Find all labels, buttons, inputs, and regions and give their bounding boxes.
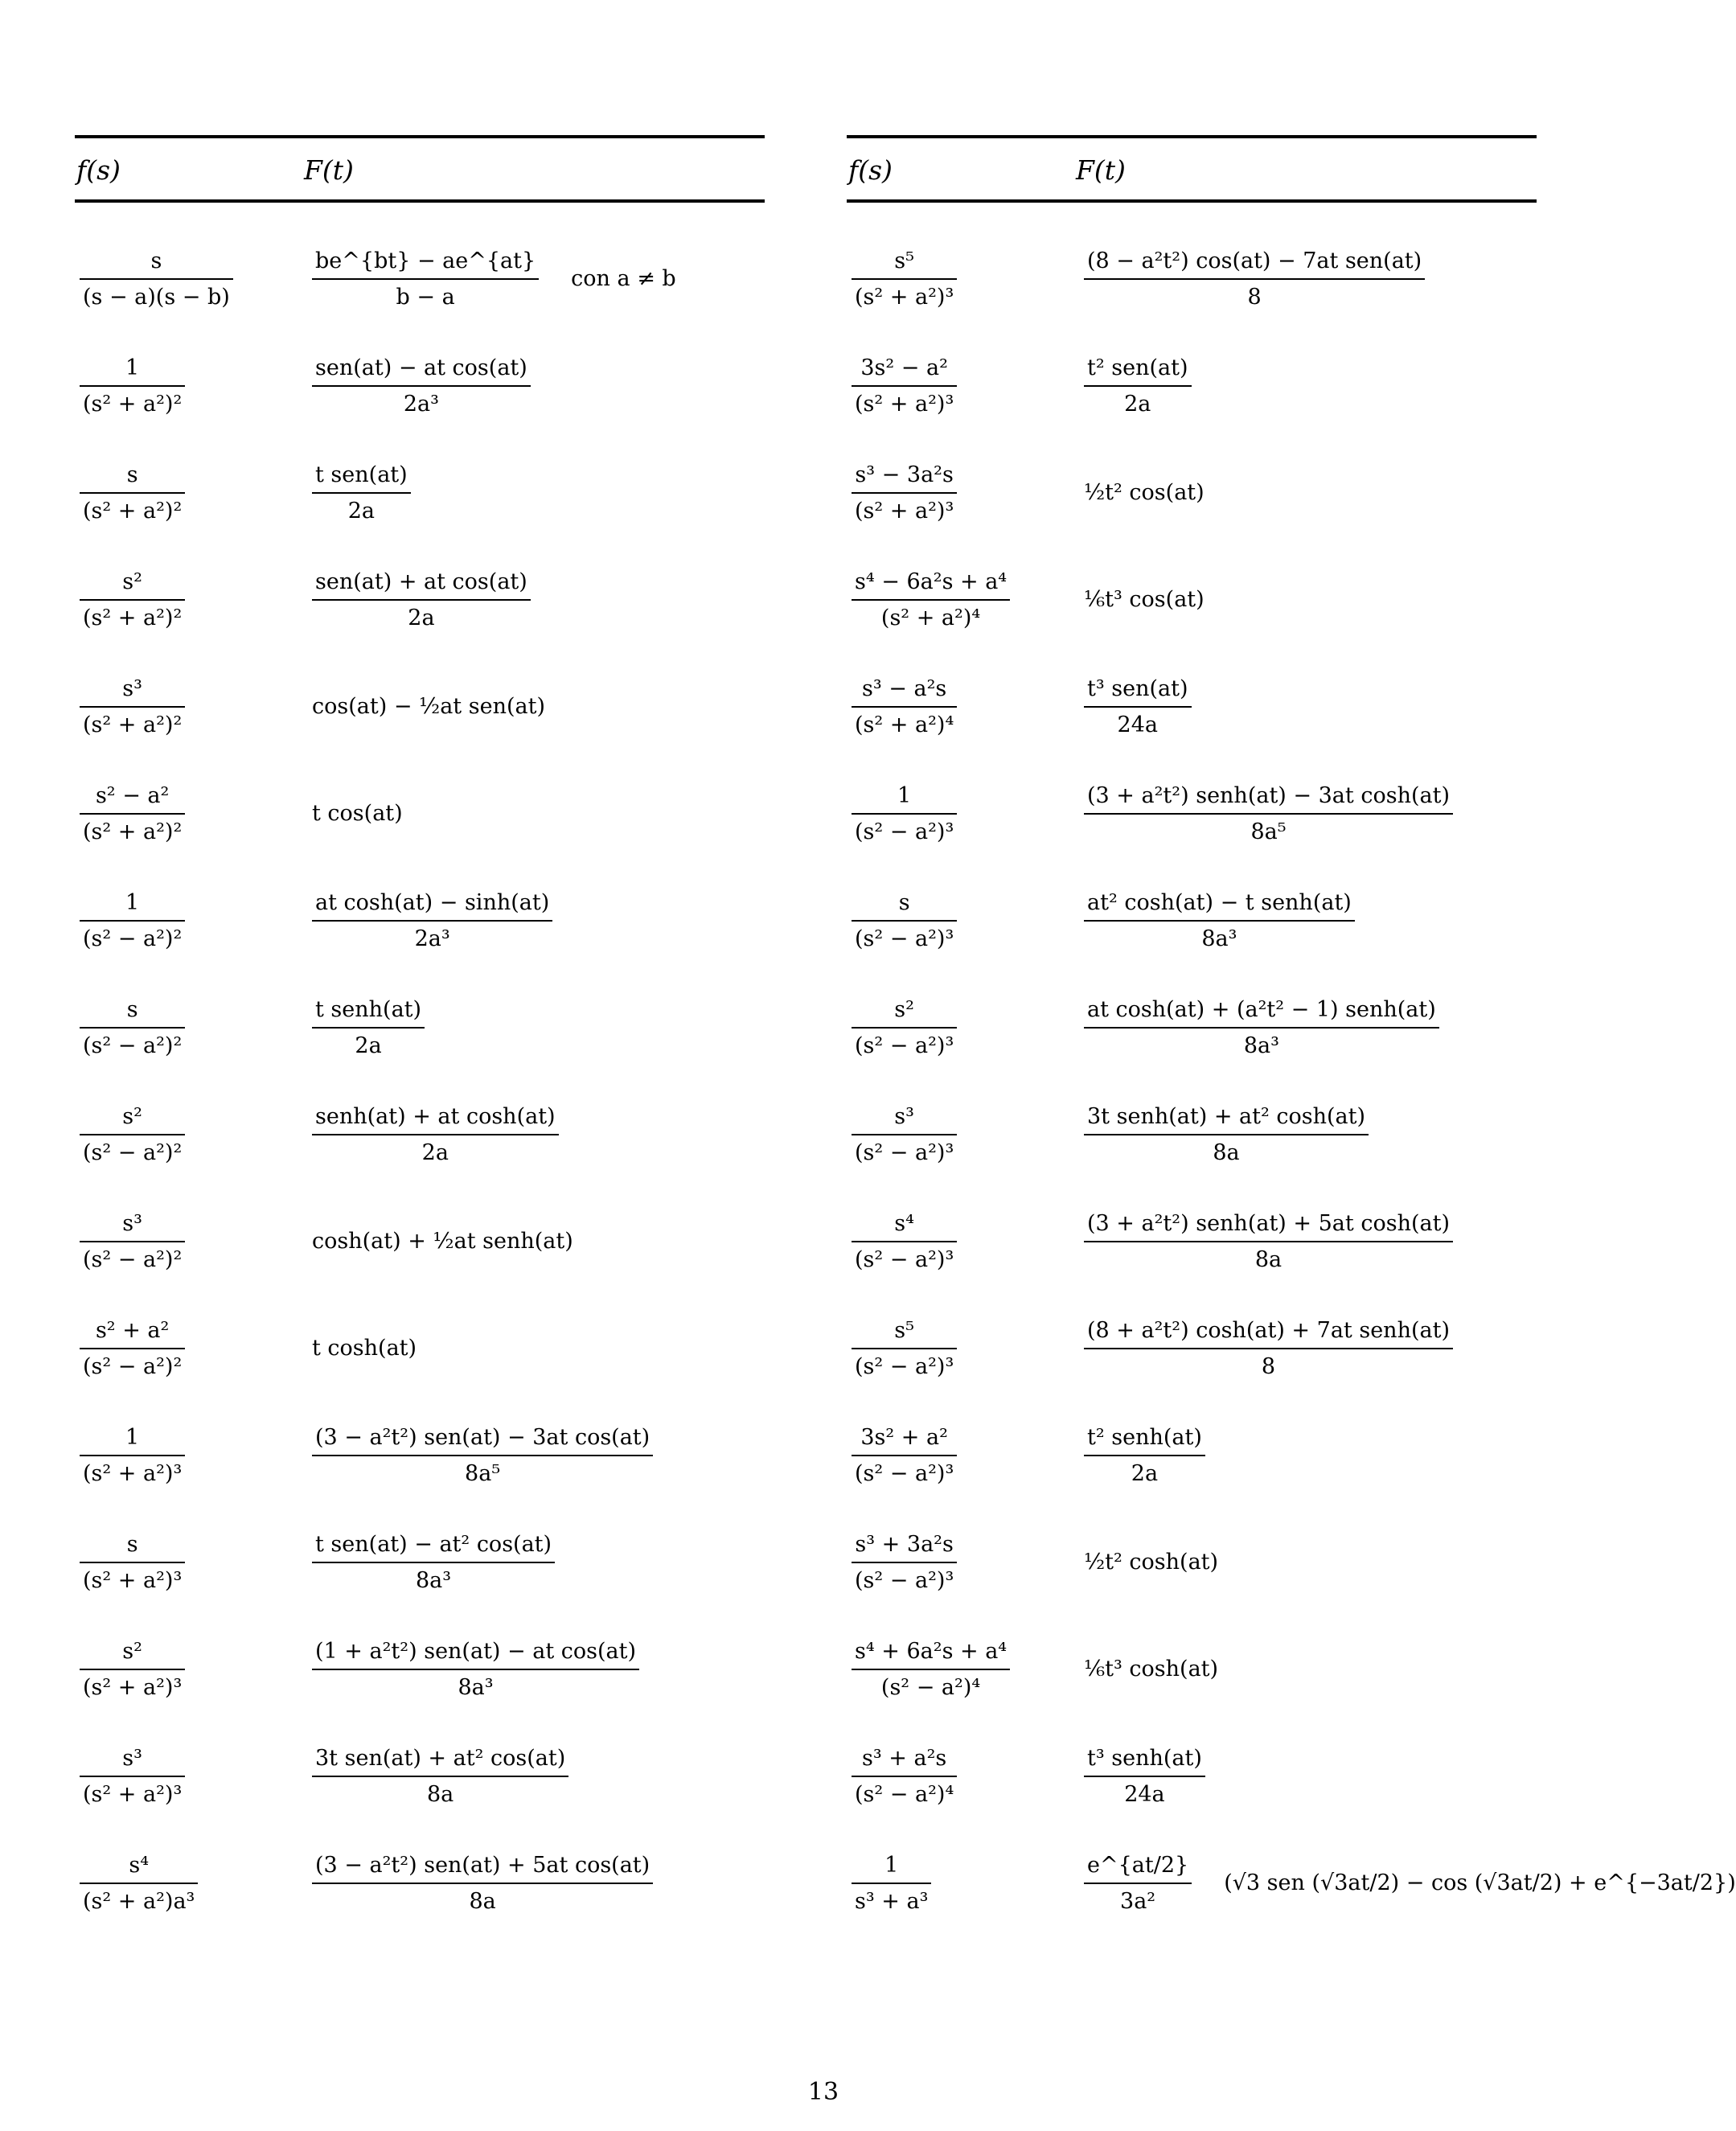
Ft-cell [312,867,552,974]
fs-fraction [852,355,957,417]
denominator: (s² + a²)² [83,498,183,524]
fs-cell [80,974,185,1081]
fs-fraction [852,1104,957,1165]
table-row [75,974,765,1081]
numerator: s² − a² [80,783,185,815]
Ft-fraction [1084,890,1355,951]
table-row [847,653,1537,760]
table-row [847,1081,1537,1188]
Ft-fraction [1084,355,1192,417]
Ft-fraction [1084,1318,1453,1379]
numerator: sen(at) − at cos(at) [312,355,531,387]
table-row [75,1616,765,1722]
numerator: at² cosh(at) − t senh(at) [1084,890,1355,922]
fs-fraction [852,1211,957,1272]
Ft-fraction [1084,676,1192,737]
fs-fraction [80,1425,185,1486]
denominator: (s² + a²)² [83,819,183,844]
table-row [847,1402,1537,1509]
fs-cell [852,1829,931,1936]
denominator: (s² + a²)² [83,605,183,630]
table-row [75,1829,765,1936]
numerator: (3 + a²t²) senh(at) + 5at cosh(at) [1084,1211,1453,1242]
denominator: (s² + a²)³ [83,1674,183,1700]
numerator: 3t sen(at) + at² cos(at) [312,1746,568,1777]
fs-cell [80,1616,185,1722]
fs-fraction [80,1318,185,1379]
denominator: (s² + a²)³ [83,1567,183,1593]
denominator: (s² − a²)³ [855,1567,954,1593]
fs-cell [80,1081,185,1188]
Ft-cell [1084,439,1205,546]
table-row [847,225,1537,332]
Ft-cell [1084,1188,1453,1295]
denominator: (s² − a²)² [83,1033,183,1058]
table-row [75,1509,765,1616]
Ft-expression: ½t² cosh(at) [1084,1550,1219,1575]
Ft-fraction [312,1746,568,1807]
Ft-cell [312,1616,639,1722]
numerator: t sen(at) [312,462,411,494]
Ft-cell [312,1081,559,1188]
table-row [75,225,765,332]
Ft-cell [1084,1722,1205,1829]
Ft-cell [312,1509,555,1616]
denominator: (s² + a²)³ [855,391,954,417]
Ft-cell [312,439,411,546]
denominator: 24a [1117,712,1158,737]
numerator: be^{bt} − ae^{at} [312,248,539,280]
Ft-fraction [1084,1211,1453,1272]
fs-fraction [80,1746,185,1807]
Ft-cell [1084,1616,1218,1722]
denominator: (s² − a²)² [83,926,183,951]
numerator: t³ senh(at) [1084,1746,1205,1777]
denominator: 8a [469,1888,496,1914]
denominator: 8a⁵ [1250,819,1287,844]
numerator: t² sen(at) [1084,355,1192,387]
Ft-note: con a ≠ b [571,266,676,291]
Ft-fraction [1084,1425,1205,1486]
fs-fraction [852,569,1010,630]
fs-cell [852,1402,957,1509]
denominator: 8a [1213,1139,1240,1165]
fs-cell [80,225,233,332]
fs-cell [852,1295,957,1402]
table-row [75,546,765,653]
Ft-note: (√3 sen (√3at/2) − cos (√3at/2) + e^{−3at/2}) [1224,1870,1736,1895]
denominator: (s² − a²)³ [855,1246,954,1272]
header-Ft: F(t) [1076,154,1126,186]
table-row [847,439,1537,546]
numerator: 1 [80,1425,185,1456]
Ft-cell [1084,1081,1369,1188]
Ft-expression: t cos(at) [312,801,403,826]
Ft-fraction [1084,1853,1192,1914]
Ft-fraction [312,890,552,951]
numerator: s³ − 3a²s [852,462,957,494]
table-row [847,546,1537,653]
numerator: 3s² + a² [852,1425,957,1456]
fs-fraction [852,248,957,310]
Ft-fraction [312,248,539,310]
denominator: 2a³ [414,926,450,951]
denominator: (s² − a²)⁴ [855,1781,954,1807]
Ft-fraction [312,569,531,630]
table-row [75,439,765,546]
fs-cell [852,974,957,1081]
denominator: 24a [1124,1781,1165,1807]
fs-cell [852,1188,957,1295]
numerator: s³ [852,1104,957,1135]
header-fs: f(s) [76,154,121,186]
Ft-cell [1084,760,1453,867]
table-row [847,332,1537,439]
denominator: 8a³ [1243,1033,1279,1058]
table-row [75,1188,765,1295]
table-row [847,1829,1736,1936]
numerator: s⁵ [852,248,957,280]
denominator: (s² + a²)³ [855,498,954,524]
denominator: 2a³ [403,391,439,417]
fs-fraction [80,1104,185,1165]
Ft-cell [312,546,531,653]
denominator: (s² − a²)⁴ [880,1674,981,1700]
numerator: s⁴ − 6a²s + a⁴ [852,569,1010,601]
numerator: at cosh(at) + (a²t² − 1) senh(at) [1084,997,1439,1029]
Ft-fraction [312,1532,555,1593]
Ft-fraction [312,355,531,417]
numerator: s² [80,1104,185,1135]
page-number: 13 [807,2078,839,2106]
table-row [847,1188,1537,1295]
laplace-table-left [75,135,765,1936]
numerator: s³ [80,676,185,708]
fs-fraction [852,1746,957,1807]
fs-fraction [80,676,185,737]
fs-fraction [852,1639,1010,1700]
numerator: s³ + 3a²s [852,1532,957,1563]
numerator: s [80,997,185,1029]
Ft-fraction [1084,1746,1205,1807]
numerator: 1 [852,1853,931,1884]
Ft-cell [1084,974,1439,1081]
denominator: 8 [1247,284,1262,310]
fs-cell [80,439,185,546]
Ft-cell [1084,653,1192,760]
Ft-cell [1084,1829,1736,1936]
Ft-fraction [312,1425,653,1486]
fs-cell [80,332,185,439]
fs-cell [852,653,957,760]
denominator: (s² + a²)³ [83,1781,183,1807]
Ft-cell [312,1722,568,1829]
Ft-cell [312,1829,653,1936]
fs-fraction [80,462,185,524]
numerator: (3 + a²t²) senh(at) − 3at cosh(at) [1084,783,1453,815]
numerator: s³ + a²s [852,1746,957,1777]
fs-fraction [80,1532,185,1593]
numerator: s⁴ [852,1211,957,1242]
denominator: 8 [1261,1353,1276,1379]
denominator: 2a [421,1139,449,1165]
Ft-expression: ⅙t³ cos(at) [1084,587,1205,612]
numerator: s⁴ + 6a²s + a⁴ [852,1639,1010,1670]
denominator: (s² − a²)³ [855,819,954,844]
rows-left [75,225,765,1936]
denominator: (s² − a²)² [83,1353,183,1379]
numerator: s [852,890,957,922]
table-row [75,1402,765,1509]
Ft-cell [312,1402,653,1509]
fs-cell [80,867,185,974]
numerator: s [80,248,233,280]
denominator: 2a [355,1033,382,1058]
Ft-fraction [312,462,411,524]
table-row [847,974,1537,1081]
Ft-cell [312,974,425,1081]
denominator: s³ + a³ [855,1888,929,1914]
fs-cell [852,546,1010,653]
fs-cell [852,225,957,332]
fs-fraction [80,1639,185,1700]
numerator: t senh(at) [312,997,425,1029]
fs-cell [80,1509,185,1616]
denominator: 8a [426,1781,454,1807]
numerator: t sen(at) − at² cos(at) [312,1532,555,1563]
fs-fraction [80,890,185,951]
denominator: (s² + a²)⁴ [880,605,981,630]
denominator: (s² + a²)³ [83,1460,183,1486]
table-row [75,1722,765,1829]
Ft-cell [312,1295,417,1402]
Ft-cell [312,653,545,760]
numerator: s⁵ [852,1318,957,1349]
denominator: 2a [408,605,435,630]
Ft-cell [312,225,676,332]
table-row [75,867,765,974]
numerator: s³ − a²s [852,676,957,708]
fs-cell [852,332,957,439]
Ft-fraction [1084,997,1439,1058]
Ft-cell [1084,332,1192,439]
numerator: 1 [852,783,957,815]
Ft-expression: cosh(at) + ½at senh(at) [312,1229,573,1254]
fs-fraction [80,569,185,630]
Ft-cell [1084,1509,1218,1616]
denominator: (s² − a²)² [83,1246,183,1272]
Ft-cell [1084,546,1205,653]
Ft-fraction [312,997,425,1058]
Ft-fraction [312,1104,559,1165]
Ft-expression: ½t² cos(at) [1084,480,1205,505]
numerator: sen(at) + at cos(at) [312,569,531,601]
fs-cell [80,760,185,867]
denominator: (s² + a²)³ [855,284,954,310]
numerator: s² [852,997,957,1029]
numerator: 3s² − a² [852,355,957,387]
header-fs: f(s) [848,154,893,186]
fs-cell [80,1402,185,1509]
Ft-cell [312,332,531,439]
fs-cell [852,1616,1010,1722]
fs-fraction [852,1532,957,1593]
denominator: 3a² [1120,1888,1156,1914]
denominator: b − a [396,284,455,310]
fs-fraction [80,783,185,844]
denominator: (s² − a²)³ [855,1460,954,1486]
denominator: 8a³ [458,1674,494,1700]
fs-cell [852,1081,957,1188]
fs-fraction [80,248,233,310]
denominator: (s² + a²)² [83,391,183,417]
table-header [847,138,1537,199]
numerator: s² [80,569,185,601]
fs-fraction [852,890,957,951]
fs-fraction [80,1211,185,1272]
fs-cell [80,1829,198,1936]
table-row [75,760,765,867]
Ft-cell [1084,225,1425,332]
fs-fraction [80,997,185,1058]
Ft-expression: ⅙t³ cosh(at) [1084,1657,1219,1681]
table-row [847,1295,1537,1402]
table-row [75,332,765,439]
denominator: (s² + a²)⁴ [855,712,954,737]
Ft-expression: cos(at) − ½at sen(at) [312,694,545,719]
fs-cell [80,1722,185,1829]
fs-cell [852,1722,957,1829]
laplace-table-right [847,135,1736,1936]
table-row [847,867,1537,974]
fs-fraction [852,676,957,737]
table-row [847,1616,1537,1722]
Ft-fraction [1084,783,1453,844]
fs-fraction [852,997,957,1058]
fs-cell [852,867,957,974]
Ft-cell [312,1188,573,1295]
denominator: 2a [347,498,375,524]
fs-fraction [852,783,957,844]
numerator: s³ [80,1746,185,1777]
numerator: s [80,1532,185,1563]
Ft-cell [1084,1295,1453,1402]
denominator: (s² − a²)³ [855,1033,954,1058]
numerator: 1 [80,355,185,387]
fs-cell [852,760,957,867]
denominator: (s² + a²)a³ [83,1888,195,1914]
Ft-fraction [312,1639,639,1700]
numerator: e^{at/2} [1084,1853,1192,1884]
numerator: s² + a² [80,1318,185,1349]
fs-cell [852,439,957,546]
table-row [75,653,765,760]
table-header [75,138,765,199]
Ft-fraction [1084,248,1425,310]
denominator: (s − a)(s − b) [83,284,230,310]
denominator: (s² − a²)³ [855,1139,954,1165]
denominator: 8a⁵ [465,1460,501,1486]
numerator: senh(at) + at cosh(at) [312,1104,559,1135]
fs-cell [80,1188,185,1295]
table-row [847,1509,1537,1616]
numerator: (8 + a²t²) cosh(at) + 7at senh(at) [1084,1318,1453,1349]
header-Ft: F(t) [304,154,354,186]
numerator: at cosh(at) − sinh(at) [312,890,552,922]
table-row [75,1081,765,1188]
fs-fraction [80,1853,198,1914]
denominator: 2a [1131,1460,1159,1486]
Ft-expression: t cosh(at) [312,1336,417,1361]
numerator: (1 + a²t²) sen(at) − at cos(at) [312,1639,639,1670]
numerator: (3 − a²t²) sen(at) − 3at cos(at) [312,1425,653,1456]
numerator: (3 − a²t²) sen(at) + 5at cos(at) [312,1853,653,1884]
table-row [847,1722,1537,1829]
numerator: t³ sen(at) [1084,676,1192,708]
fs-cell [852,1509,957,1616]
denominator: (s² + a²)² [83,712,183,737]
denominator: 8a³ [1201,926,1237,951]
table-row [847,760,1537,867]
numerator: s³ [80,1211,185,1242]
fs-fraction [852,1853,931,1914]
table-row [75,1295,765,1402]
Ft-cell [312,760,403,867]
fs-fraction [80,355,185,417]
denominator: (s² − a²)³ [855,926,954,951]
Ft-fraction [312,1853,653,1914]
denominator: (s² − a²)³ [855,1353,954,1379]
Ft-fraction [1084,1104,1369,1165]
rows-right [847,225,1736,1936]
fs-fraction [852,1425,957,1486]
numerator: s⁴ [80,1853,198,1884]
numerator: s [80,462,185,494]
fs-cell [80,546,185,653]
denominator: 2a [1124,391,1151,417]
fs-cell [80,653,185,760]
fs-fraction [852,1318,957,1379]
denominator: 8a [1254,1246,1283,1272]
numerator: t² senh(at) [1084,1425,1205,1456]
Ft-cell [1084,1402,1205,1509]
numerator: 3t senh(at) + at² cosh(at) [1084,1104,1369,1135]
denominator: (s² − a²)² [83,1139,183,1165]
numerator: s² [80,1639,185,1670]
fs-fraction [852,462,957,524]
numerator: 1 [80,890,185,922]
Ft-cell [1084,867,1355,974]
numerator: (8 − a²t²) cos(at) − 7at sen(at) [1084,248,1425,280]
denominator: 8a³ [415,1567,452,1593]
fs-cell [80,1295,185,1402]
